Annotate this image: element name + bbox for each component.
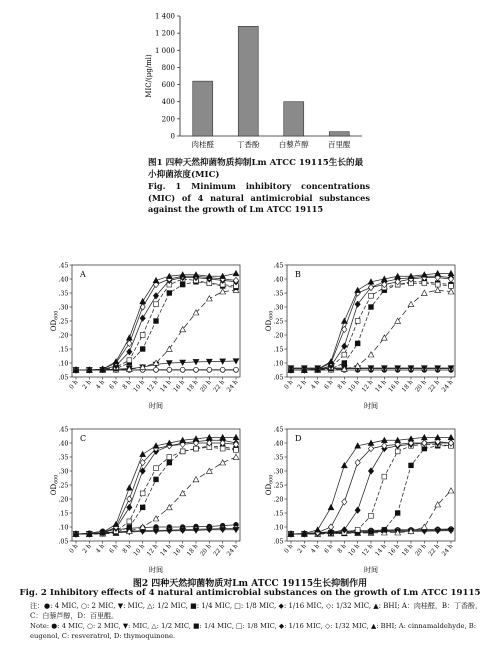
data-point [368,352,374,357]
y-axis-label: $OD_{600}$ [50,474,60,496]
panel-label: A [80,270,86,279]
y-tick-label: 400 [161,98,175,107]
data-point [180,367,185,372]
x-tick-label: 16 h [172,542,187,558]
x-tick-label: 16 h [387,542,402,558]
series-line [291,446,451,534]
x-tick-label: 22 h [212,542,227,558]
x-tick-label: 22 h [212,378,227,394]
data-point [355,341,360,346]
data-point [140,347,145,352]
x-tick-label: 丁香酚 [237,140,260,149]
x-tick-label: 4 h [94,378,107,391]
data-point [355,319,360,324]
x-tick-label: 10 h [347,378,362,394]
y-tick-label: .05 [273,537,284,546]
data-point [194,446,199,451]
data-point [180,282,185,287]
data-point [369,293,374,298]
y-tick-label: .15 [58,509,69,518]
data-point [127,504,132,510]
y-tick-label: .40 [273,275,284,284]
x-tick-label: 8 h [121,378,133,391]
series-line [291,290,451,370]
data-point [154,319,159,324]
data-point [328,524,333,530]
data-point [395,511,400,516]
data-point [342,352,347,357]
data-point [409,463,414,468]
data-point [154,367,159,372]
data-point [382,474,387,479]
data-point [180,449,185,454]
mic-bar-chart [140,4,372,156]
data-point [395,449,400,454]
data-point [368,468,373,474]
y-tick-label: .35 [58,453,69,462]
figure2-caption-en: Fig. 2 Inhibitory effects of 4 natural antimicrobial substances on the growth of Lm ATCC 19115 [19,588,481,598]
series-line [76,278,236,370]
x-tick-label: 16 h [172,378,187,394]
y-tick-label: .35 [273,289,284,298]
data-point [315,527,321,532]
x-axis-label: 时间 [149,402,163,410]
x-axis-label: 时间 [149,566,163,574]
y-tick-label: .20 [273,331,284,340]
y-tick-label: .15 [58,345,69,354]
x-tick-label: 0 h [68,542,80,555]
series-line [291,442,451,534]
x-tick-label: 2 h [81,542,93,555]
data-point [127,525,132,530]
panel-label: C [80,434,87,443]
x-tick-label: 20 h [198,378,213,394]
y-tick-label: .30 [273,467,284,476]
x-tick-label: 2 h [81,378,93,391]
y-tick-label: .15 [273,345,284,354]
data-point [448,488,454,493]
y-tick-label: 1 200 [154,29,175,38]
x-tick-label: 2 h [296,378,308,391]
data-point [355,287,361,292]
data-point [369,513,374,518]
x-tick-label: 6 h [323,378,335,391]
x-tick-label: 0 h [68,378,80,391]
x-tick-label: 肉桂醛 [191,140,214,149]
y-tick-label: .25 [58,317,69,326]
y-tick-label: .35 [273,453,284,462]
y-tick-label: .05 [58,537,69,546]
data-point [328,359,334,364]
data-point [435,282,440,287]
figure1-caption-zh: 图1 四种天然抑菌物质抑制Lm ATCC 19115生长的最小抑菌浓度(MIC) [148,158,364,180]
x-tick-label: 14 h [158,378,173,394]
x-tick-label: 20 h [198,542,213,558]
y-tick-label: .10 [58,359,69,368]
y-tick-label: .40 [58,275,69,284]
y-axis-label: MIC/(μg/ml) [145,54,153,98]
y-tick-label: .20 [273,495,284,504]
y-tick-label: 1 400 [154,12,175,21]
x-tick-label: 12 h [145,542,160,558]
bar [238,26,258,136]
bar [329,132,349,136]
figure1-caption-en: Fig. 1 Minimum inhibitory concentrations (MIC) of 4 natural antimicrobial substances against the growth of Lm ATCC 19115 [148,181,370,214]
y-tick-label: .45 [273,425,284,434]
x-tick-label: 18 h [185,542,200,558]
x-tick-label: 14 h [158,542,173,558]
x-tick-label: 20 h [413,378,428,394]
data-point [233,454,239,459]
data-point [167,367,172,372]
bar [284,102,304,136]
x-tick-label: 20 h [413,542,428,558]
data-point [382,527,387,532]
data-point [341,318,347,323]
data-point [369,305,374,310]
series-line [291,491,451,534]
data-point [140,491,145,496]
x-tick-label: 4 h [94,542,107,555]
data-point [328,505,334,510]
data-point [153,278,159,283]
x-tick-label: 12 h [360,378,375,394]
y-tick-label: .10 [273,523,284,532]
x-tick-label: 4 h [309,378,322,391]
data-point [355,527,360,532]
y-tick-label: .35 [58,289,69,298]
x-tick-label: 8 h [336,542,348,555]
growth-panel-a [50,260,255,412]
data-point [140,505,145,510]
x-tick-label: 10 h [132,542,147,558]
data-point [234,367,239,372]
data-point [193,477,199,482]
y-tick-label: .30 [273,303,284,312]
y-tick-label: .45 [58,261,69,270]
x-tick-label: 18 h [185,378,200,394]
y-tick-label: .45 [273,261,284,270]
y-tick-label: .30 [58,467,69,476]
data-point [154,477,159,482]
y-tick-label: .25 [273,481,284,490]
series-line [291,444,451,534]
y-tick-label: .10 [58,523,69,532]
data-point [435,287,441,292]
data-point [421,290,427,295]
data-point [207,367,212,372]
figure2-note-zh: 注：●: 4 MIC, ○: 2 MIC, ▼: MIC, △: 1/2 MIC, ■: 1/4 MIC, □: 1/8 MIC, ◆: 1/16 MIC, ◇: 1/32 MIC, ▲: BHI; A：肉桂醛，B：丁香酚，C：白藜芦醇，D：百里醌。 [30,602,483,620]
x-tick-label: 12 h [360,542,375,558]
y-tick-label: .05 [58,373,69,382]
growth-panel-d [265,424,470,576]
x-axis-label: 时间 [364,566,378,574]
x-tick-label: 6 h [323,542,335,555]
x-tick-label: 10 h [132,378,147,394]
y-tick-label: .10 [273,359,284,368]
y-tick-label: .20 [58,495,69,504]
x-tick-label: 22 h [427,378,442,394]
data-point [140,315,145,321]
growth-panel-c [50,424,255,576]
data-point [167,460,172,465]
x-tick-label: 24 h [440,542,455,558]
y-tick-label: .25 [273,317,284,326]
series-line [291,443,451,534]
x-tick-label: 6 h [108,378,120,391]
x-axis-label: 时间 [364,402,378,410]
data-point [206,296,212,301]
bar [193,81,213,136]
x-tick-label: 24 h [225,378,240,394]
figure2-note-en: Note: ●: 4 MIC, ○: 2 MIC, ▼: MIC, △: 1/2 MIC, ■: 1/4 MIC, □: 1/8 MIC, ◆: 1/16 MIC, ◇: 1/32 MIC, ▲: BHI; A: cinnamaldehyde, B: eugenol, C: resveratrol, D: thymoquinone. [30,622,477,640]
x-tick-label: 10 h [347,542,362,558]
y-tick-label: .25 [58,481,69,490]
data-point [127,358,132,363]
data-point [408,301,414,306]
data-point [126,485,132,490]
data-point [341,463,347,468]
y-tick-label: 600 [161,81,175,90]
y-tick-label: 1 000 [154,46,175,55]
growth-panel-b [265,260,470,412]
data-point [220,367,225,372]
y-tick-label: 800 [161,63,175,72]
figure2-caption-zh: 图2 四种天然抑菌物质对Lm ATCC 19115生长抑制作用 [132,579,368,589]
x-tick-label: 8 h [121,542,133,555]
x-tick-label: 2 h [296,542,308,555]
y-axis-label: $OD_{600}$ [50,310,60,332]
data-point [140,451,146,456]
x-tick-label: 24 h [225,542,240,558]
data-point [140,333,145,338]
x-tick-label: 22 h [427,542,442,558]
x-tick-label: 16 h [387,378,402,394]
data-point [127,496,132,502]
x-tick-label: 0 h [283,542,295,555]
data-point [206,468,212,473]
y-tick-label: .40 [58,439,69,448]
y-tick-label: 0 [170,132,175,141]
data-point [421,524,427,529]
data-point [233,271,239,276]
data-point [194,367,199,372]
x-tick-label: 14 h [373,542,388,558]
data-point [449,284,454,289]
data-point [342,361,347,366]
data-point [342,499,347,505]
x-tick-label: 白藜芦醇 [278,140,309,149]
y-tick-label: .05 [273,373,284,382]
x-tick-label: 6 h [108,542,120,555]
x-tick-label: 0 h [283,378,295,391]
panel-label: D [295,434,302,443]
data-point [220,460,226,465]
data-point [154,302,159,307]
y-tick-label: .40 [273,439,284,448]
x-tick-label: 24 h [440,378,455,394]
data-point [422,281,427,286]
data-point [127,519,132,524]
data-point [140,299,146,304]
y-tick-label: .15 [273,509,284,518]
panel-label: B [295,270,301,279]
y-axis-label: $OD_{600}$ [265,310,275,332]
x-tick-label: 18 h [400,378,415,394]
data-point [167,455,172,460]
data-point [369,530,374,535]
data-point [220,446,225,451]
y-axis-label: $OD_{600}$ [265,474,275,496]
x-tick-label: 18 h [400,542,415,558]
x-tick-label: 百里醌 [328,140,351,149]
y-tick-label: .45 [58,425,69,434]
y-tick-label: .30 [58,303,69,312]
data-point [154,466,159,471]
data-point [167,291,172,296]
data-point [166,346,172,351]
x-tick-label: 14 h [373,378,388,394]
data-point [234,448,239,453]
y-tick-label: .20 [58,331,69,340]
y-tick-label: 200 [161,115,175,124]
x-tick-label: 12 h [145,378,160,394]
x-tick-label: 8 h [336,378,348,391]
x-tick-label: 4 h [309,542,322,555]
